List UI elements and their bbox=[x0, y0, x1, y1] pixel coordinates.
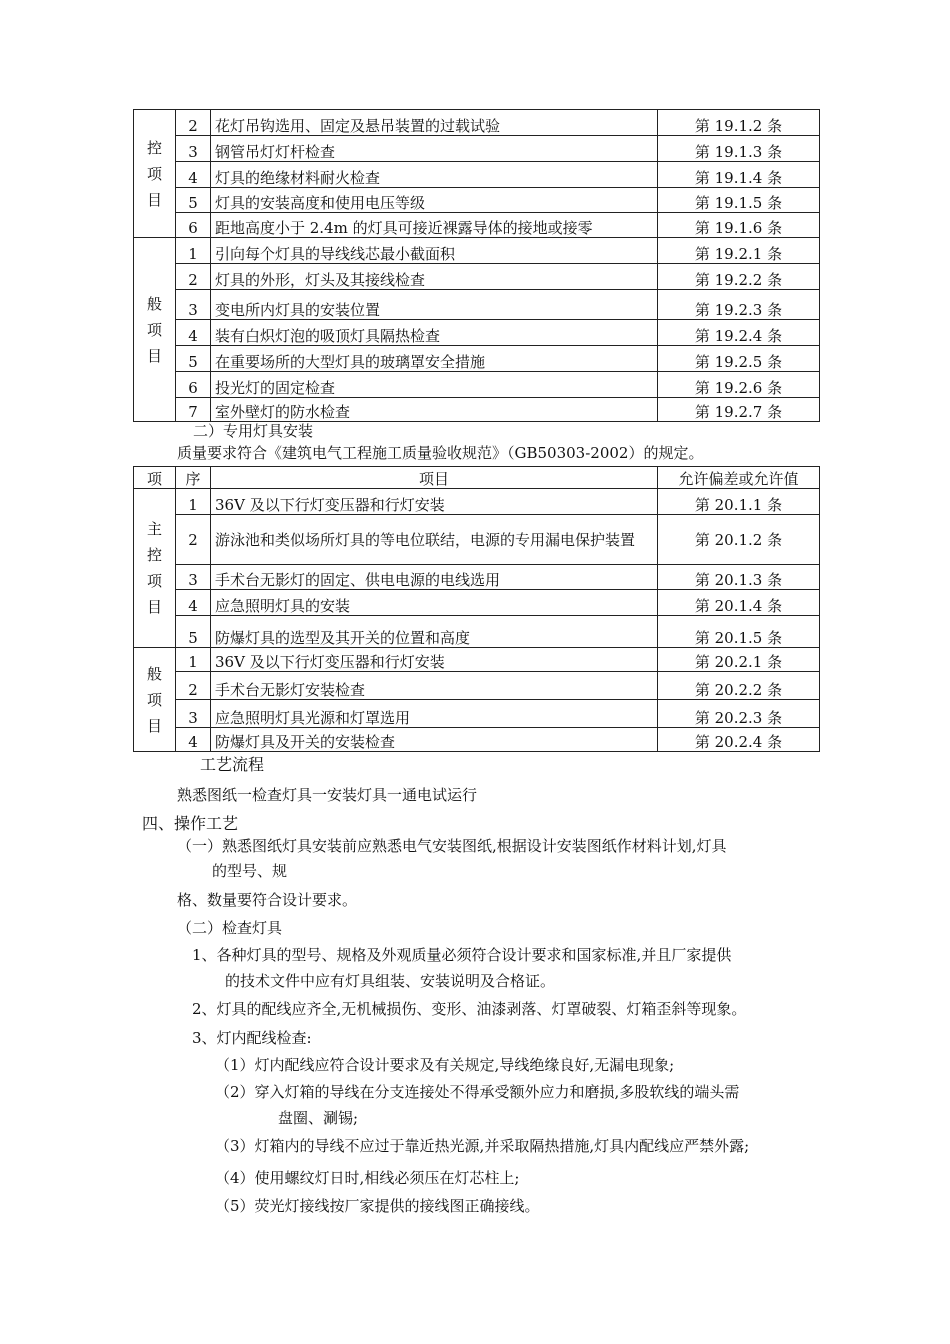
process-title: 工艺流程 bbox=[200, 755, 265, 774]
row-item: 手术台无影灯安装检查 bbox=[211, 672, 658, 700]
sub-check5: （5）荧光灯接线按厂家提供的接线图正确接线。 bbox=[215, 1197, 540, 1215]
inspection-table-general bbox=[133, 109, 820, 422]
step1-line2: 的型号、规 bbox=[212, 862, 288, 880]
table-row bbox=[134, 489, 820, 515]
row-number: 4 bbox=[176, 320, 211, 346]
row-reference: 第 19.1.5 条 bbox=[658, 188, 820, 213]
row-item: 距地高度小于 2.4m 的灯具可接近裸露导体的接地或接零 bbox=[211, 213, 658, 238]
inspection-table-special bbox=[133, 466, 820, 752]
table-row bbox=[134, 700, 820, 728]
row-number: 5 bbox=[176, 188, 211, 213]
step1-line3: 格、数量要符合设计要求。 bbox=[177, 891, 358, 909]
row-reference: 第 20.1.5 条 bbox=[658, 616, 820, 648]
row-item: 室外壁灯的防水检查 bbox=[211, 398, 658, 422]
row-item: 防爆灯具及开关的安装检查 bbox=[211, 728, 658, 752]
row-number: 5 bbox=[176, 616, 211, 648]
sub-check2-line1: （2）穿入灯箱的导线在分支连接处不得承受额外应力和磨损,多股软线的端头需 bbox=[215, 1083, 740, 1101]
row-item: 防爆灯具的选型及其开关的位置和高度 bbox=[211, 616, 658, 648]
section-title-special-lamps: 二）专用灯具安装 bbox=[193, 422, 314, 440]
row-reference: 第 19.1.2 条 bbox=[658, 110, 820, 136]
row-number: 2 bbox=[176, 515, 211, 565]
row-item: 投光灯的固定检查 bbox=[211, 372, 658, 398]
row-number: 3 bbox=[176, 290, 211, 320]
check1-line2: 的技术文件中应有灯具组装、安装说明及合格证。 bbox=[225, 972, 556, 990]
row-number: 7 bbox=[176, 398, 211, 422]
row-number: 6 bbox=[176, 213, 211, 238]
row-number: 4 bbox=[176, 162, 211, 188]
table-row bbox=[134, 346, 820, 372]
step1-line1: （一）熟悉图纸灯具安装前应熟悉电气安装图纸,根据设计安装图纸作材料计划,灯具 bbox=[177, 837, 727, 855]
row-item: 变电所内灯具的安装位置 bbox=[211, 290, 658, 320]
row-item: 灯具的外形，灯头及其接线检查 bbox=[211, 264, 658, 290]
sub-check2-line2: 盘圈、涮锡; bbox=[278, 1109, 359, 1127]
table-row bbox=[134, 110, 820, 136]
table-row bbox=[134, 590, 820, 616]
row-item: 灯具的安装高度和使用电压等级 bbox=[211, 188, 658, 213]
row-number: 2 bbox=[176, 110, 211, 136]
row-item: 灯具的绝缘材料耐火检查 bbox=[211, 162, 658, 188]
row-number: 3 bbox=[176, 565, 211, 590]
group-label-general: 般 项 目 bbox=[134, 238, 176, 422]
row-reference: 第 19.2.4 条 bbox=[658, 320, 820, 346]
row-item: 36V 及以下行灯变压器和行灯安装 bbox=[211, 489, 658, 515]
row-reference: 第 19.1.6 条 bbox=[658, 213, 820, 238]
row-reference: 第 19.2.7 条 bbox=[658, 398, 820, 422]
row-number: 1 bbox=[176, 648, 211, 672]
table-row bbox=[134, 238, 820, 264]
row-number: 6 bbox=[176, 372, 211, 398]
row-item: 36V 及以下行灯变压器和行灯安装 bbox=[211, 648, 658, 672]
row-number: 3 bbox=[176, 700, 211, 728]
row-reference: 第 19.2.1 条 bbox=[658, 238, 820, 264]
table-row bbox=[134, 565, 820, 590]
row-reference: 第 19.1.3 条 bbox=[658, 136, 820, 162]
row-reference: 第 20.2.3 条 bbox=[658, 700, 820, 728]
table-row bbox=[134, 728, 820, 752]
quality-requirement: 质量要求符合《建筑电气工程施工质量验收规范》（GB50303-2002）的规定。 bbox=[177, 444, 704, 462]
row-number: 1 bbox=[176, 238, 211, 264]
row-reference: 第 20.1.3 条 bbox=[658, 565, 820, 590]
check1-line1: 1、各种灯具的型号、规格及外观质量必须符合设计要求和国家标准,并且厂家提供 bbox=[192, 946, 732, 964]
row-reference: 第 20.1.1 条 bbox=[658, 489, 820, 515]
table-row bbox=[134, 213, 820, 238]
row-reference: 第 20.2.2 条 bbox=[658, 672, 820, 700]
table-row bbox=[134, 188, 820, 213]
row-item: 游泳池和类似场所灯具的等电位联结，电源的专用漏电保护装置 bbox=[211, 515, 658, 565]
table-row bbox=[134, 320, 820, 346]
row-number: 2 bbox=[176, 672, 211, 700]
check2: 2、灯具的配线应齐全,无机械损伤、变形、油漆剥落、灯罩破裂、灯箱歪斜等现象。 bbox=[192, 1000, 747, 1018]
table-row bbox=[134, 290, 820, 320]
row-reference: 第 19.1.4 条 bbox=[658, 162, 820, 188]
check3: 3、灯内配线检查: bbox=[192, 1029, 312, 1047]
row-number: 1 bbox=[176, 489, 211, 515]
row-number: 4 bbox=[176, 728, 211, 752]
row-reference: 第 19.2.6 条 bbox=[658, 372, 820, 398]
row-item: 应急照明灯具光源和灯罩选用 bbox=[211, 700, 658, 728]
table-row bbox=[134, 515, 820, 565]
row-reference: 第 19.2.2 条 bbox=[658, 264, 820, 290]
row-item: 引向每个灯具的导线线芯最小截面积 bbox=[211, 238, 658, 264]
step2-title: （二）检查灯具 bbox=[177, 919, 283, 937]
row-reference: 第 19.2.3 条 bbox=[658, 290, 820, 320]
row-number: 4 bbox=[176, 590, 211, 616]
sub-check4: （4）使用螺纹灯日时,相线必须压在灯芯柱上; bbox=[215, 1169, 520, 1187]
table-row bbox=[134, 264, 820, 290]
row-number: 3 bbox=[176, 136, 211, 162]
header-category: 项 bbox=[134, 467, 176, 489]
table-row bbox=[134, 616, 820, 648]
table-row bbox=[134, 648, 820, 672]
row-item: 装有白炽灯泡的吸顶灯具隔热检查 bbox=[211, 320, 658, 346]
group-label-general: 般 项 目 bbox=[134, 648, 176, 752]
row-item: 应急照明灯具的安装 bbox=[211, 590, 658, 616]
header-tolerance: 允许偏差或允许值 bbox=[658, 467, 820, 489]
table-header-row bbox=[134, 467, 820, 489]
group-label-main-control: 控 项 目 bbox=[134, 110, 176, 238]
table-row bbox=[134, 672, 820, 700]
row-reference: 第 20.2.4 条 bbox=[658, 728, 820, 752]
row-reference: 第 20.1.4 条 bbox=[658, 590, 820, 616]
row-reference: 第 19.2.5 条 bbox=[658, 346, 820, 372]
table-row bbox=[134, 162, 820, 188]
row-number: 5 bbox=[176, 346, 211, 372]
row-reference: 第 20.1.2 条 bbox=[658, 515, 820, 565]
section-title-operation: 四、操作工艺 bbox=[142, 814, 239, 833]
sub-check1: （1）灯内配线应符合设计要求及有关规定,导线绝缘良好,无漏电现象; bbox=[215, 1056, 675, 1074]
process-flow: 熟悉图纸一检查灯具一安装灯具一通电试运行 bbox=[177, 786, 478, 804]
row-item: 花灯吊钩选用、固定及悬吊装置的过载试验 bbox=[211, 110, 658, 136]
row-number: 2 bbox=[176, 264, 211, 290]
row-reference: 第 20.2.1 条 bbox=[658, 648, 820, 672]
table-row bbox=[134, 372, 820, 398]
header-item: 项目 bbox=[211, 467, 658, 489]
row-item: 手术台无影灯的固定、供电电源的电线选用 bbox=[211, 565, 658, 590]
table-row bbox=[134, 398, 820, 422]
group-label-main-control: 主 控 项 目 bbox=[134, 489, 176, 648]
header-sequence: 序 bbox=[176, 467, 211, 489]
table-row bbox=[134, 136, 820, 162]
row-item: 在重要场所的大型灯具的玻璃罩安全措施 bbox=[211, 346, 658, 372]
sub-check3: （3）灯箱内的导线不应过于靠近热光源,并采取隔热措施,灯具内配线应严禁外露; bbox=[215, 1137, 750, 1155]
row-item: 钢管吊灯灯杆检查 bbox=[211, 136, 658, 162]
